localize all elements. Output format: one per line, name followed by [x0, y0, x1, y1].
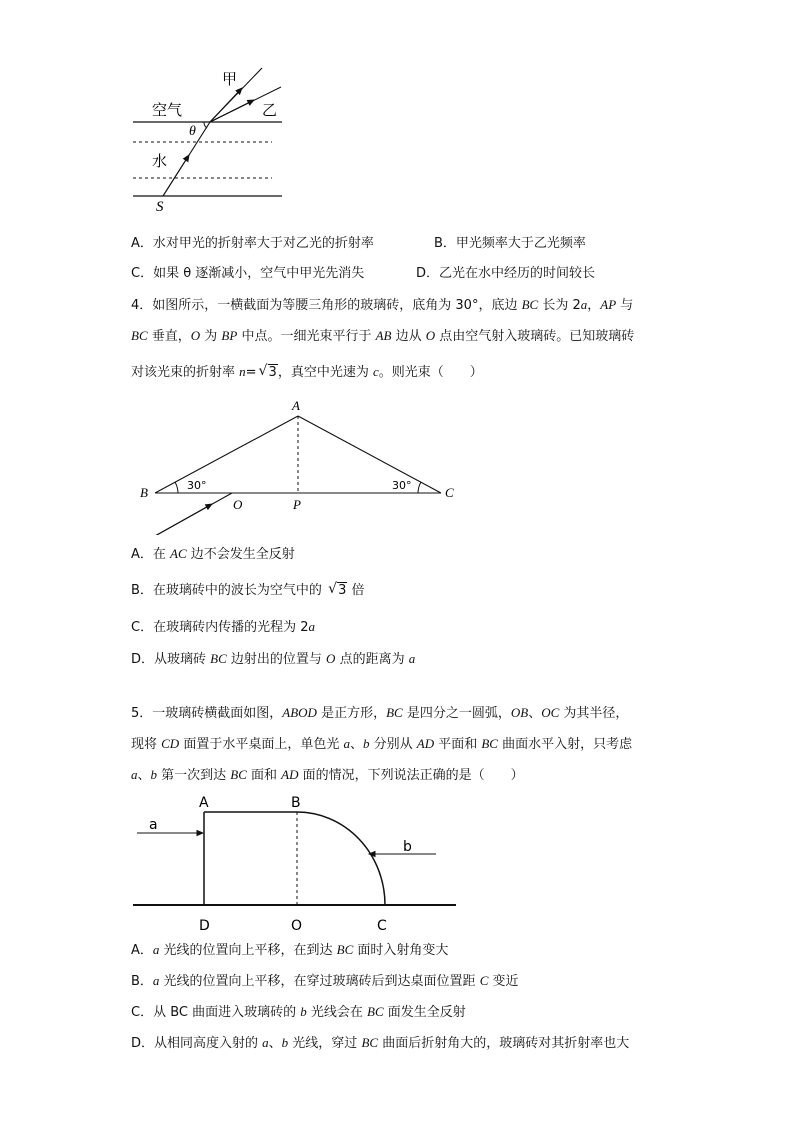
q4-stem-line3: 对该光束的折射率 n= √ 3，真空中光速为 c。则光束（ ）	[131, 363, 483, 380]
q4-stem-line2: BC 垂直，O 为 BP 中点。一细光束平行于 AB 边从 O 点由空气射入玻璃砖。已知玻璃砖	[131, 328, 635, 344]
light-ray-arrow	[155, 504, 212, 535]
angle-label-B: 30°	[187, 479, 207, 492]
label-jia: 甲	[222, 70, 238, 88]
vertex-B: B	[140, 485, 148, 500]
q5-option-b: B．a 光线的位置向上平移，在穿过玻璃砖后到达桌面位置距 C 变近	[131, 973, 519, 989]
label-B: B	[291, 795, 301, 811]
refraction-figure	[0, 0, 794, 220]
triangle-figure	[0, 395, 794, 535]
ray-yi-arrow	[210, 100, 254, 122]
point-O: O	[233, 497, 243, 512]
q4-stem-line1: 4．如图所示，一横截面为等腰三角形的玻璃砖，底角为 30°，底边 BC 长为 2a，AP 与	[131, 297, 634, 313]
q5-option-d: D．从相同高度入射的 a、b 光线，穿过 BC 曲面后折射角大的，玻璃砖对其折射率也大	[131, 1035, 630, 1051]
label-ray-a: a	[149, 817, 158, 833]
vertex-A: A	[292, 398, 300, 413]
q5-stem-line2: 现将 CD 面置于水平桌面上，单色光 a、b 分别从 AD 平面和 BC 曲面水平入射，只考虑	[131, 736, 633, 752]
angle-label-C: 30°	[392, 479, 412, 492]
label-C: C	[377, 918, 387, 934]
arc-BC	[297, 812, 385, 905]
side-AB	[155, 416, 298, 493]
label-D: D	[199, 918, 210, 934]
q3-option-b: B．甲光频率大于乙光频率	[434, 236, 586, 251]
label-A: A	[199, 795, 209, 811]
angle-arc-C	[418, 482, 421, 493]
q4-option-b: B．在玻璃砖中的波长为空气中的 √ 3 倍	[131, 581, 365, 598]
q5-option-c: C．从 BC 曲面进入玻璃砖的 b 光线会在 BC 面发生全反射	[131, 1004, 466, 1020]
q3-option-d: D．乙光在水中经历的时间较长	[416, 266, 596, 281]
q3-option-a: A．水对甲光的折射率大于对乙光的折射率	[131, 236, 374, 251]
theta-arc	[204, 122, 207, 128]
glass-brick-figure	[0, 790, 794, 935]
q3-option-c: C．如果 θ 逐渐减小，空气中甲光先消失	[131, 266, 365, 281]
ray-jia-arrow	[210, 88, 242, 122]
label-theta: θ	[189, 124, 196, 139]
label-water: 水	[152, 152, 168, 170]
q5-option-a: A．a 光线的位置向上平移，在到达 BC 面时入射角变大	[131, 942, 449, 958]
label-ray-b: b	[403, 839, 412, 855]
sqrt-symbol: √ 3	[258, 363, 277, 380]
sqrt-symbol: √ 3	[328, 581, 347, 598]
q4-option-a: A．在 AC 边不会发生全反射	[131, 546, 295, 562]
label-yi: 乙	[262, 101, 278, 119]
label-S: S	[156, 199, 164, 215]
label-O: O	[291, 918, 303, 934]
q4-option-c: C．在玻璃砖内传播的光程为 2a	[131, 619, 315, 635]
side-AC	[298, 416, 441, 493]
angle-arc-B	[175, 482, 178, 493]
q5-stem-line3: a、b 第一次到达 BC 面和 AD 面的情况，下列说法正确的是（ ）	[131, 767, 524, 783]
q4-option-d: D．从玻璃砖 BC 边射出的位置与 O 点的距离为 a	[131, 651, 416, 667]
point-P: P	[293, 497, 301, 512]
label-air: 空气	[152, 101, 183, 119]
q5-stem-line1: 5．一玻璃砖横截面如图，ABOD 是正方形，BC 是四分之一圆弧，OB、OC 为其半径，	[131, 705, 629, 721]
vertex-C: C	[445, 485, 454, 500]
